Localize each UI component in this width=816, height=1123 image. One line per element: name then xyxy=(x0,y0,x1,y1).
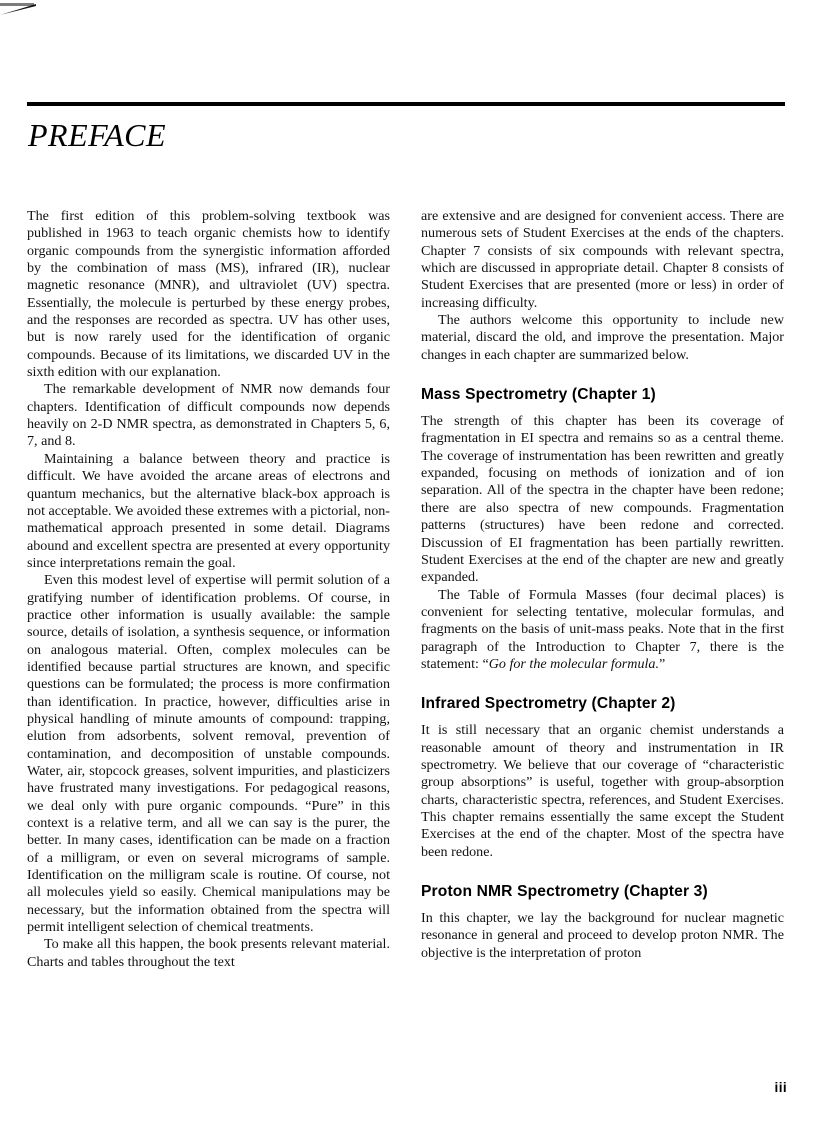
quote-close: ” xyxy=(659,655,666,672)
page-title: PREFACE xyxy=(28,117,166,153)
section-mass-spectrometry-heading xyxy=(421,364,784,413)
paragraph-with-quote xyxy=(421,587,784,674)
paragraph: It is still necessary that an organic chemist understands a reasonable amount of theory and instrumentation in IR spectrometry. We believe that our coverage of “characteristic group absorptions” is useful, together with group-absorption charts, characteristic spectra, references, and Student Exercises. This chapter remains essentially the same except the Student Exercises at the end of the chapter. Most of the spectra have been redone. xyxy=(421,722,784,860)
left-column xyxy=(27,208,390,971)
section-proton-nmr-spectrometry-heading xyxy=(421,861,784,910)
header-rule xyxy=(27,102,785,106)
italic-quote: Go for the molecular formula. xyxy=(488,655,659,672)
paragraph: The first edition of this problem-solving textbook was published in 1963 to teach organic chemists how to identify organic compounds from the synergistic information afforded by the combination of mass (MS), infrared (IR), nuclear magnetic resonance (MNR), and ultraviolet (UV) spectra. Essentially, the molecule is perturbed by these energy probes, and the responses are recorded as spectra. UV has other uses, but is now rarely used for the identification of organic compounds. Because of its limitations, we discarded UV in the sixth edition with our explanation. xyxy=(27,208,390,381)
paragraph: The remarkable development of NMR now demands four chapters. Identification of difficult compounds now depends heavily on 2-D NMR spectra, as demonstrated in Chapters 5, 6, 7, and 8. xyxy=(27,381,390,450)
scan-artifact-streak xyxy=(0,3,34,6)
paragraph: To make all this happen, the book presents relevant material. Charts and tables throughout the text xyxy=(27,936,390,970)
paragraph: The strength of this chapter has been its coverage of fragmentation in EI spectra and remains so as a central theme. The coverage of instrumentation has been rewritten and greatly expanded, focusing on methods of ionization and of ion separation. All of the spectra in the chapter have been redone; there are also spectra of new compounds. Fragmentation patterns (structures) have been redone and corrected. Discussion of EI fragmentation has been partially rewritten. Student Exercises at the end of the chapter are new and greatly expanded. xyxy=(421,413,784,586)
paragraph: The authors welcome this opportunity to include new material, discard the old, and improve the presentation. Major changes in each chapter are summarized below. xyxy=(421,312,784,363)
paragraph: Even this modest level of expertise will permit solution of a gratifying number of identification problems. Of course, in practice other information is usually available: the sample source, details of isolation, a synthesis sequence, or information on analogous material. Often, complex molecules can be identified because partial structures are known, and specific questions can be formulated; the process is more confirmation than identification. In practice, however, difficulties arise in physical handling of minute amounts of compound: trapping, elution from adsorbents, solvent removal, prevention of contamination, and decomposition of unstable compounds. Water, air, stopcock greases, solvent impurities, and plasticizers have frustrated many investigations. For pedagogical reasons, we deal only with pure organic compounds. “Pure” in this context is a relative term, and all we can say is the purer, the better. In many cases, identification can be made on a fraction of a milligram, or even on several micrograms of sample. Identification on the milligram scale is routine. Of course, not all molecules yield so easily. Chemical manipulations may be necessary, but the information obtained from the spectra will permit intelligent selection of chemical treatments. xyxy=(27,572,390,936)
section-heading: Mass Spectrometry (Chapter 1) xyxy=(421,386,656,404)
section-heading: Proton NMR Spectrometry (Chapter 3) xyxy=(421,883,708,900)
section-heading: Infrared Spectrometry (Chapter 2) xyxy=(421,695,676,713)
quote-lead-in: The Table of Formula Masses (four decimal places) is convenient for selecting tentative, molecular formulas, and fragments on the basis of unit-mass peaks. Note that in the first paragraph of the Introduction to Chapter 7, there is the statement: “ xyxy=(421,586,784,672)
right-column xyxy=(421,208,784,971)
paragraph: are extensive and are designed for convenient access. There are numerous sets of Student Exercises at the ends of the chapters. Chapter 7 consists of six compounds with relevant spectra, which are discussed in appropriate detail. Chapter 8 consists of Student Exercises that are presented (more or less) in order of increasing difficulty. xyxy=(421,208,784,311)
paragraph: In this chapter, we lay the background for nuclear magnetic resonance in general and proceed to develop proton NMR. The objective is the interpretation of proton xyxy=(421,910,784,961)
two-column-body xyxy=(27,208,785,971)
section-infrared-spectrometry-heading xyxy=(421,673,784,722)
paragraph: Maintaining a balance between theory and practice is difficult. We have avoided the arcane areas of electrons and quantum mechanics, but the alternative black-box approach is not acceptable. We avoided these extremes with a pictorial, non-mathematical approach presented in some detail. Diagrams abound and excellent spectra are presented at every opportunity since interpretations remain the goal. xyxy=(27,450,390,571)
page-number: iii xyxy=(774,1080,787,1095)
